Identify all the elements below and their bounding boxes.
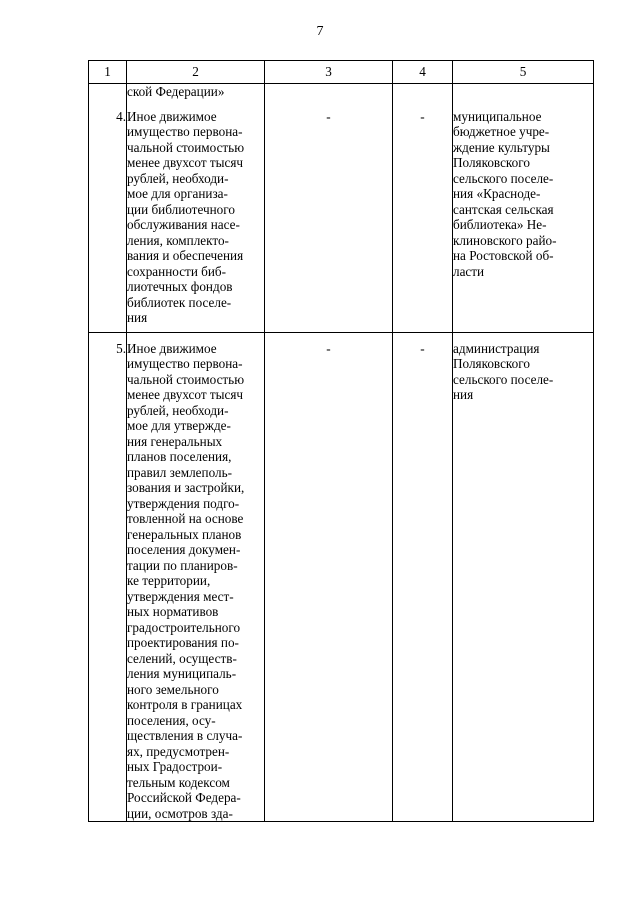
text-line: правил землеполь- bbox=[127, 464, 232, 480]
text-line: на Ростовской об- bbox=[453, 248, 554, 263]
table-row bbox=[89, 84, 594, 333]
text-line: менее двухсот тысяч bbox=[127, 155, 244, 170]
text-line: лиотечных фондов bbox=[127, 279, 233, 294]
header-col-1: 1 bbox=[89, 61, 127, 84]
text-line: ления муниципаль- bbox=[127, 666, 237, 681]
property-description bbox=[127, 84, 265, 333]
text-line: планов поселения, bbox=[127, 449, 232, 464]
text-line: ждение культуры bbox=[453, 139, 550, 155]
text-line: контроля в границах bbox=[127, 697, 243, 712]
text-line: имущество первона- bbox=[127, 124, 243, 139]
table-header-row bbox=[89, 61, 594, 84]
text-line: сельского поселе- bbox=[453, 170, 554, 186]
col4-value: - bbox=[393, 84, 453, 333]
text-line: сохранности биб- bbox=[127, 263, 227, 279]
property-holder bbox=[453, 332, 594, 822]
text-line: рублей, необходи- bbox=[127, 402, 229, 418]
text-line: Российской Федера- bbox=[127, 790, 241, 805]
header-col-5: 5 bbox=[453, 61, 594, 84]
text-line: менее двухсот тысяч bbox=[127, 387, 244, 402]
header-col-3: 3 bbox=[265, 61, 393, 84]
row-number: 5. bbox=[89, 332, 127, 822]
text-line: вания и обеспечения bbox=[127, 248, 244, 263]
text-line: сельского поселе- bbox=[453, 371, 554, 387]
text-line: ния bbox=[127, 310, 148, 325]
text-line: зования и застройки, bbox=[127, 480, 245, 495]
text-line: поселения докумен- bbox=[127, 542, 241, 557]
text-line: библиотека» Не- bbox=[453, 217, 547, 232]
col3-value: - bbox=[265, 332, 393, 822]
page-number: 7 bbox=[316, 24, 324, 39]
holder-lines bbox=[453, 341, 593, 403]
text-line: ции библиотечного bbox=[127, 201, 235, 217]
text-line: имущество первона- bbox=[127, 356, 243, 371]
description-lines bbox=[127, 341, 264, 822]
text-line: чальной стоимостью bbox=[127, 139, 245, 155]
text-line: чальной стоимостью bbox=[127, 371, 245, 387]
header-col-2: 2 bbox=[127, 61, 265, 84]
table-row bbox=[89, 332, 594, 822]
text-line: проектирования по- bbox=[127, 635, 239, 650]
text-line: поселения, осу- bbox=[127, 712, 216, 728]
text-line: ного земельного bbox=[127, 681, 219, 697]
text-line: товленной на основе bbox=[127, 511, 244, 526]
col4-value: - bbox=[393, 332, 453, 822]
row-number: 4. bbox=[89, 84, 127, 333]
text-line: ке территории, bbox=[127, 573, 211, 588]
text-line: мое для организа- bbox=[127, 186, 228, 201]
text-line: ления, комплекто- bbox=[127, 232, 229, 248]
holder-lines bbox=[453, 109, 593, 280]
text-line: администрация bbox=[453, 340, 540, 356]
text-line: клиновского райо- bbox=[453, 232, 557, 248]
text-line: ласти bbox=[453, 263, 485, 279]
text-line: селений, осуществ- bbox=[127, 650, 237, 666]
property-holder bbox=[453, 84, 594, 333]
text-line: мое для утвержде- bbox=[127, 418, 231, 433]
property-description bbox=[127, 332, 265, 822]
text-line: ции, осмотров зда- bbox=[127, 805, 233, 821]
text-line: Поляковского bbox=[453, 356, 530, 371]
text-line: муниципальное bbox=[453, 108, 542, 124]
text-line: генеральных планов bbox=[127, 526, 242, 542]
text-line: ния «Красноде- bbox=[453, 186, 541, 201]
text-line: обслуживания насе- bbox=[127, 217, 240, 232]
text-line: Иное движимое bbox=[127, 108, 217, 124]
text-line: ных Градострои- bbox=[127, 759, 223, 774]
text-line: бюджетное учре- bbox=[453, 124, 550, 139]
text-line: тации по планиров- bbox=[127, 557, 238, 573]
text-line: Иное движимое bbox=[127, 340, 217, 356]
property-table bbox=[88, 60, 594, 822]
text-line: градостроительного bbox=[127, 619, 241, 635]
text-line: ния bbox=[453, 387, 474, 402]
continuation-text: ской Федерации» bbox=[127, 84, 225, 99]
text-line: тельным кодексом bbox=[127, 774, 230, 790]
description-lines bbox=[127, 109, 264, 326]
text-line: ществления в случа- bbox=[127, 728, 243, 743]
text-line: утверждения подго- bbox=[127, 495, 240, 511]
text-line: ных нормативов bbox=[127, 604, 219, 619]
text-line: ния генеральных bbox=[127, 433, 223, 449]
text-line: ях, предусмотрен- bbox=[127, 743, 230, 759]
text-line: утверждения мест- bbox=[127, 588, 234, 604]
text-line: библиотек поселе- bbox=[127, 294, 232, 310]
text-line: рублей, необходи- bbox=[127, 170, 229, 186]
col3-value: - bbox=[265, 84, 393, 333]
header-col-4: 4 bbox=[393, 61, 453, 84]
text-line: сантская сельская bbox=[453, 201, 554, 217]
text-line: Поляковского bbox=[453, 155, 530, 170]
